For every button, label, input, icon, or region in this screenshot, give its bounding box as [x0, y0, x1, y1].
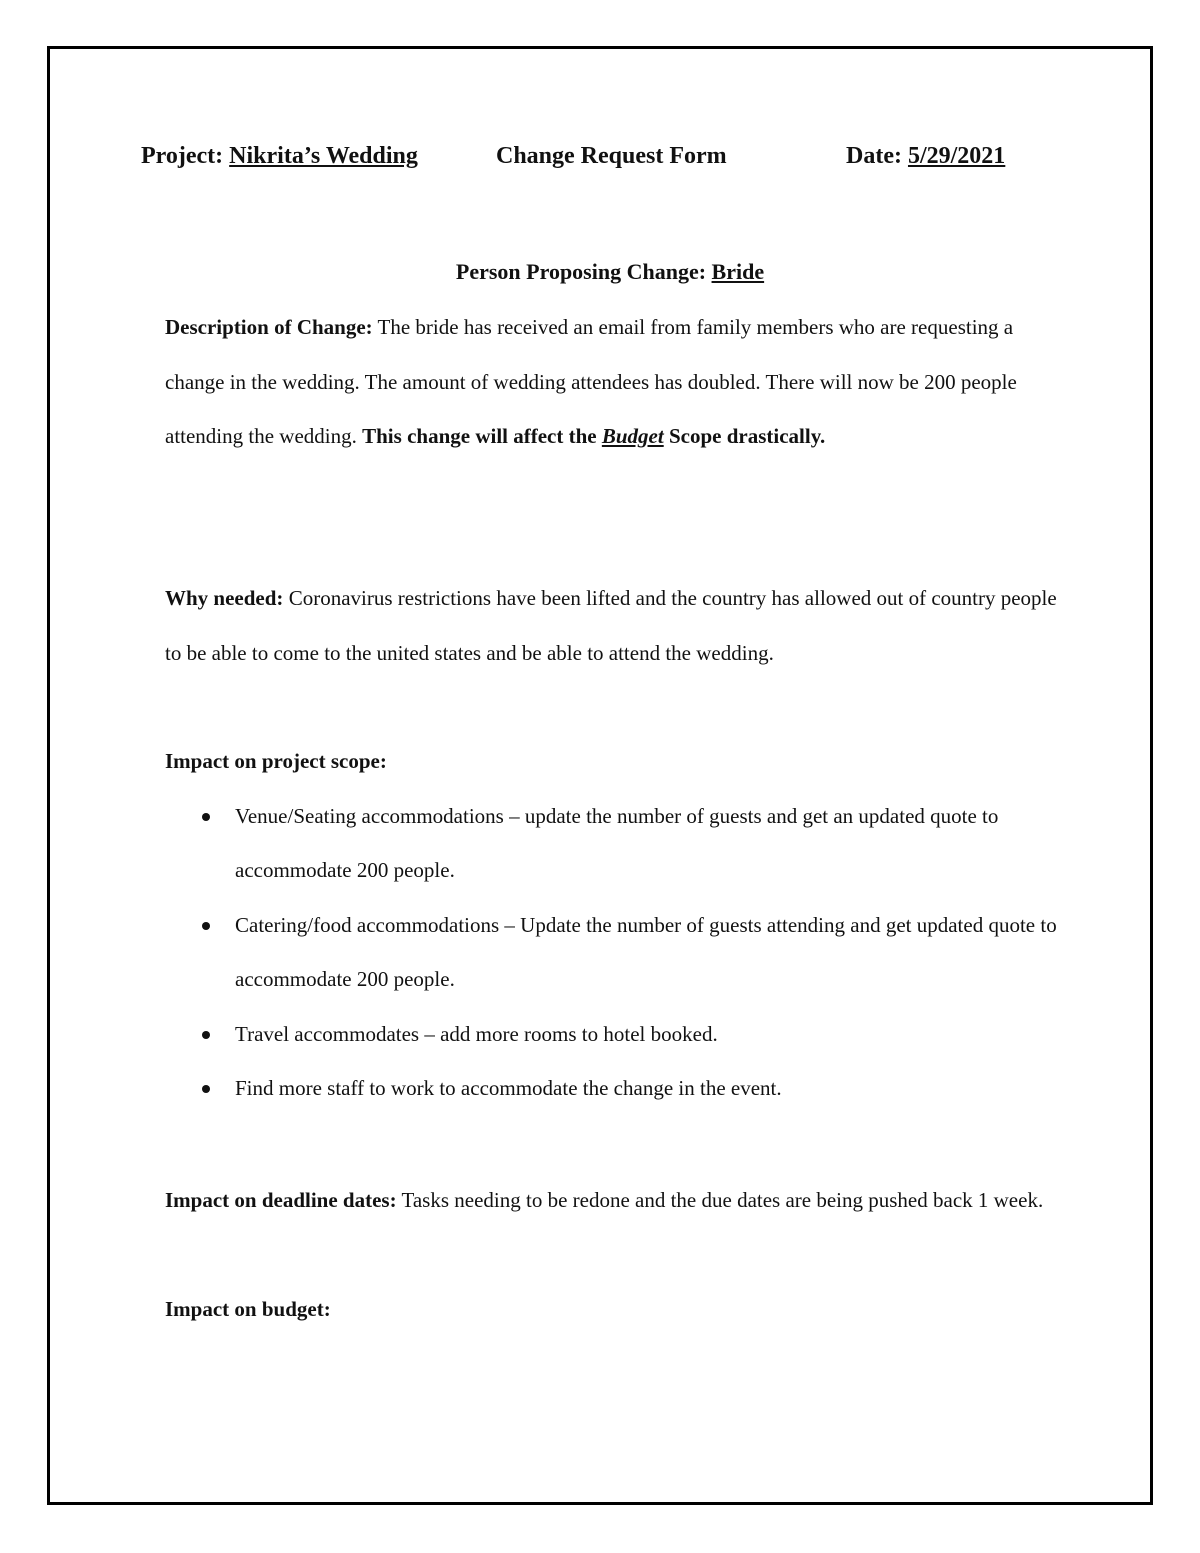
scope-impact-label: Impact on project scope:	[165, 749, 387, 773]
description-paragraph	[165, 300, 1065, 464]
description-label: Description of Change:	[165, 315, 373, 339]
budget-impact-label: Impact on budget:	[165, 1297, 331, 1321]
date-label: Date:	[846, 143, 902, 169]
why-needed-text: Coronavirus restrictions have been lifted and the country has allowed out of country people to be able to come to the united states and be able to attend the wedding.	[165, 586, 1057, 665]
list-item-text: Catering/food accommodations – Update the number of guests attending and get updated quote to accommodate 200 people.	[235, 912, 1057, 991]
proposer-value: Bride	[711, 259, 765, 284]
description-emphasis-prefix: This change will affect the	[362, 424, 602, 448]
deadline-impact-paragraph	[165, 1173, 1065, 1228]
form-header	[0, 143, 1200, 177]
bullet-icon	[202, 922, 210, 930]
proposer-label: Person Proposing Change:	[455, 259, 707, 284]
form-title: Change Request Form	[496, 143, 727, 169]
budget-emphasis: Budget	[601, 424, 664, 448]
list-item	[165, 1061, 1065, 1116]
list-item-text: Find more staff to work to accommodate the change in the event.	[235, 1076, 782, 1100]
description-section	[165, 300, 1065, 464]
why-needed-section	[165, 571, 1065, 680]
deadline-impact-section	[165, 1173, 1065, 1228]
list-item	[165, 898, 1065, 1007]
deadline-impact-label: Impact on deadline dates:	[165, 1188, 397, 1212]
project-name: Nikrita’s Wedding	[229, 143, 418, 169]
scope-impact-section	[165, 734, 1065, 1116]
list-item	[165, 789, 1065, 898]
date-value: 5/29/2021	[907, 143, 1006, 169]
project-label: Project:	[141, 143, 224, 169]
date-field	[846, 143, 1005, 170]
why-needed-paragraph	[165, 571, 1065, 680]
bullet-icon	[202, 813, 210, 821]
scope-impact-list	[165, 789, 1065, 1116]
why-needed-label: Why needed:	[165, 586, 284, 610]
list-item-text: Venue/Seating accommodations – update the number of guests and get an updated quote to accommodate 200 people.	[235, 803, 999, 882]
bullet-icon	[202, 1031, 210, 1039]
proposer-line	[0, 259, 1200, 285]
list-item	[165, 1007, 1065, 1062]
description-emphasis-suffix: Scope drastically.	[663, 424, 826, 448]
bullet-icon	[202, 1085, 210, 1093]
budget-impact-section	[165, 1282, 1065, 1337]
list-item-text: Travel accommodates – add more rooms to hotel booked.	[235, 1021, 718, 1046]
description-text: The bride has received an email from family members who are requesting a change in the wedding. The amount of wedding attendees has doubled. There will now be 200 people attending the wedding.	[165, 315, 1017, 448]
project-field	[141, 143, 418, 170]
deadline-impact-text: Tasks needing to be redone and the due dates are being pushed back 1 week.	[396, 1188, 1044, 1212]
